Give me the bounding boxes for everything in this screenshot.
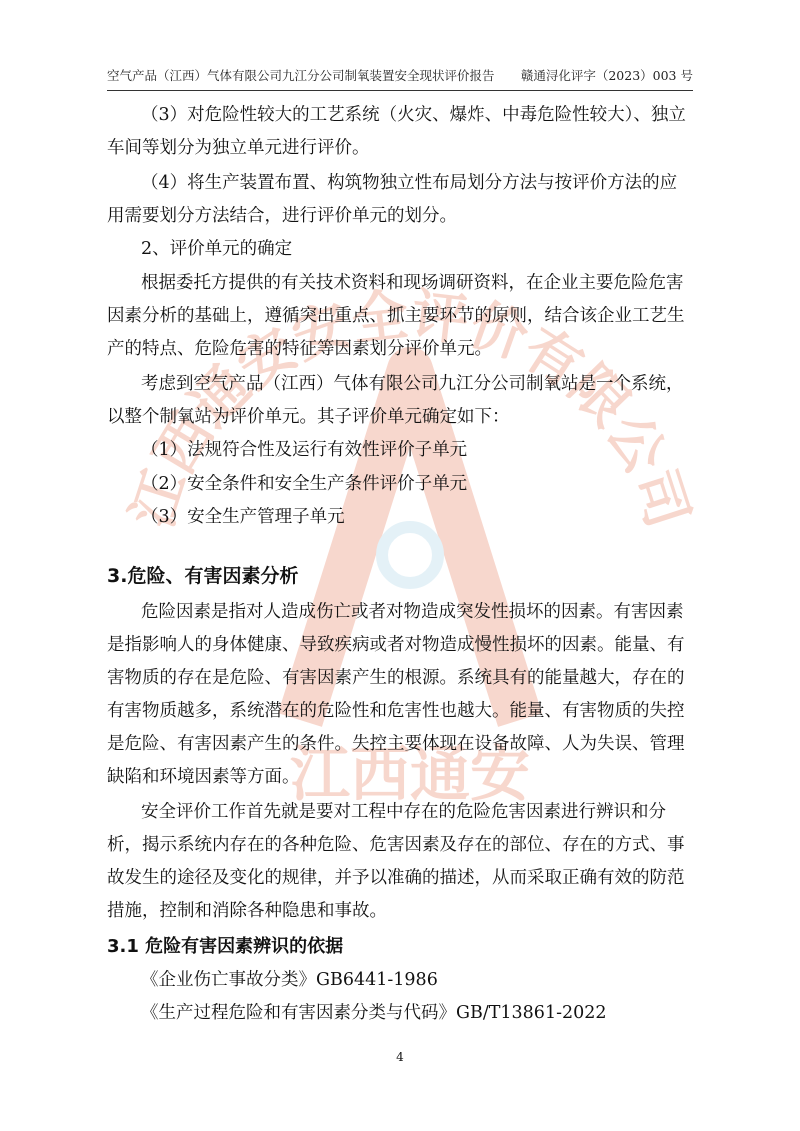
section-3-p1-line-3: 害物质的存在是危险、有害因素产生的根源。系统具有的能量越大，存在的	[107, 668, 685, 688]
section-3-p1-line-2: 是指影响人的身体健康、导致疾病或者对物造成慢性损坏的因素。能量、有	[107, 635, 685, 655]
item-4-line-1: （4）将生产装置布置、构筑物独立性布局划分方法与按评价方法的应	[141, 173, 678, 193]
reference-2: 《生产过程危险和有害因素分类与代码》GB/T13861-2022	[141, 1003, 607, 1023]
svg-text:江西通安安全评价有限公司: 江西通安安全评价有限公司	[119, 282, 701, 536]
header-left-title: 空气产品（江西）气体有限公司九江分公司制氧装置安全现状评价报告	[107, 68, 495, 83]
page-header	[107, 66, 693, 91]
svg-text:江西通安: 江西通安	[290, 740, 530, 810]
section-3-p1-line-4: 有害物质越多，系统潜在的危险性和危害性也越大。能量、有害物质的失控	[107, 701, 685, 721]
section-3-heading: 3.危险、有害因素分析	[107, 565, 299, 587]
section-2-title: 2、评价单元的确定	[141, 239, 293, 259]
page-number: 4	[396, 1050, 404, 1064]
item-3-line-1: （3）对危险性较大的工艺系统（火灾、爆炸、中毒危险性较大）、独立	[141, 105, 686, 125]
sub-unit-2: （2）安全条件和安全生产条件评价子单元	[141, 474, 468, 494]
paragraph-1-line-2: 因素分析的基础上，遵循突出重点、抓主要环节的原则，结合该企业工艺生	[107, 306, 685, 326]
paragraph-2-line-1: 考虑到空气产品（江西）气体有限公司九江分公司制氧站是一个系统，	[141, 374, 684, 394]
sub-unit-3: （3）安全生产管理子单元	[141, 507, 345, 527]
section-3-p2-line-2: 析，揭示系统内存在的各种危险、危害因素及存在的部位、存在的方式、事	[107, 835, 685, 855]
sub-unit-1: （1）法规符合性及运行有效性评价子单元	[141, 440, 468, 460]
header-report-number: 赣通浔化评字（2023）003 号	[520, 68, 693, 83]
section-3-p2-line-1: 安全评价工作首先就是要对工程中存在的危险危害因素进行辨识和分	[141, 802, 666, 822]
reference-1: 《企业伤亡事故分类》GB6441-1986	[141, 970, 438, 990]
section-3-p2-line-3: 故发生的途径及变化的规律，并予以准确的描述，从而采取正确有效的防范	[107, 868, 685, 888]
paragraph-2-line-2: 以整个制氧站为评价单元。其子评价单元确定如下：	[107, 407, 510, 427]
section-3-p1-line-1: 危险因素是指对人造成伤亡或者对物造成突发性损坏的因素。有害因素	[141, 602, 684, 622]
section-3-1-heading: 3.1 危险有害因素辨识的依据	[107, 936, 344, 957]
section-3-p1-line-5: 是危险、有害因素产生的条件。失控主要体现在设备故障、人为失误、管理	[107, 734, 685, 754]
section-3-p1-line-6: 缺陷和环境因素等方面。	[107, 767, 300, 787]
paragraph-1-line-3: 产的特点、危险危害的特征等因素划分评价单元。	[107, 339, 492, 359]
section-3-p2-line-4: 措施，控制和消除各种隐患和事故。	[107, 901, 387, 921]
item-3-line-2: 车间等划分为独立单元进行评价。	[107, 138, 370, 158]
item-4-line-2: 用需要划分方法结合，进行评价单元的划分。	[107, 206, 457, 226]
paragraph-1-line-1: 根据委托方提供的有关技术资料和现场调研资料，在企业主要危险危害	[141, 273, 684, 293]
